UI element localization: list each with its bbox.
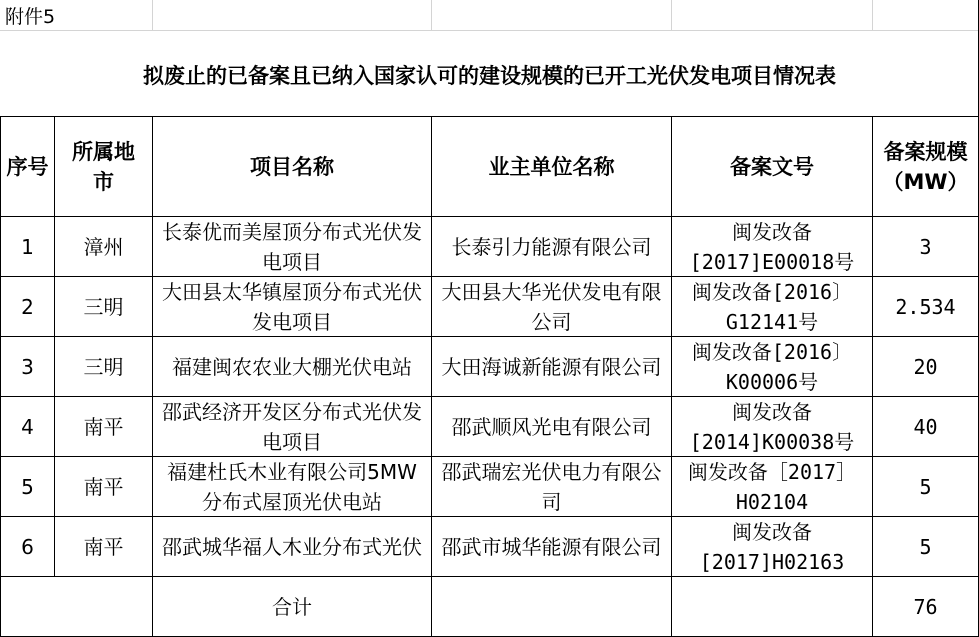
cell-city: 三明	[83, 294, 124, 319]
cell-filing: 闽发改备[2017]E00018号	[689, 219, 855, 274]
cell-seq: 1	[21, 234, 34, 259]
gridline	[152, 0, 153, 30]
header-owner: 业主单位名称	[488, 154, 615, 179]
cell-scale: 5	[919, 474, 932, 499]
cell-city: 南平	[83, 474, 124, 499]
cell-project: 邵武经济开发区分布式光伏发电项目	[162, 399, 422, 454]
header-filing: 备案文号	[730, 154, 814, 179]
cell-owner: 大田海诚新能源有限公司	[441, 354, 662, 379]
cell-owner: 大田县大华光伏发电有限公司	[441, 279, 662, 334]
cell-city: 南平	[83, 414, 124, 439]
header-seq: 序号	[6, 154, 49, 179]
cell-owner: 邵武市城华能源有限公司	[441, 534, 662, 559]
total-label: 合计	[272, 594, 312, 619]
cell-seq: 6	[21, 534, 34, 559]
cell-filing: 闽发改备[2016〕K00006号	[691, 339, 853, 394]
cell-owner: 邵武顺风光电有限公司	[451, 414, 652, 439]
cell-scale: 5	[919, 534, 932, 559]
cell-project: 福建杜氏木业有限公司5MW分布式屋顶光伏电站	[167, 459, 417, 514]
cell-filing: 闽发改备[2016〕G12141号	[691, 279, 853, 334]
cell-city: 三明	[83, 354, 124, 379]
cell-city: 南平	[83, 534, 124, 559]
cell-city: 漳州	[83, 234, 124, 259]
header-scale: 备案规模（MW）	[882, 139, 969, 194]
cell-project: 长泰优而美屋顶分布式光伏发电项目	[162, 219, 422, 274]
header-project: 项目名称	[250, 154, 334, 179]
cell-scale: 2.534	[895, 294, 956, 319]
total-scale: 76	[913, 594, 938, 619]
gridline	[872, 0, 873, 30]
gridline	[671, 0, 672, 30]
cell-owner: 长泰引力能源有限公司	[451, 234, 652, 259]
cell-scale: 3	[919, 234, 932, 259]
cell-filing: 闽发改备[2017]H02163	[699, 519, 845, 574]
cell-scale: 20	[913, 354, 938, 379]
cell-filing: 闽发改备[2014]K00038号	[689, 399, 855, 454]
cell-owner: 邵武瑞宏光伏电力有限公司	[441, 459, 662, 514]
page-title: 拟废止的已备案且已纳入国家认可的建设规模的已开工光伏发电项目情况表	[143, 64, 836, 88]
header-city: 所属地市	[72, 139, 135, 194]
cell-seq: 4	[21, 414, 34, 439]
gridline	[0, 30, 979, 31]
cell-scale: 40	[913, 414, 938, 439]
gridline	[431, 0, 432, 30]
cell-seq: 5	[21, 474, 34, 499]
cell-seq: 3	[21, 354, 34, 379]
cell-project: 邵武城华福人木业分布式光伏	[162, 534, 422, 559]
cell-filing: 闽发改备［2017］H02104	[687, 459, 857, 514]
cell-project: 大田县太华镇屋顶分布式光伏发电项目	[162, 279, 422, 334]
attachment-label: 附件5	[5, 6, 56, 28]
cell-project: 福建闽农农业大棚光伏电站	[172, 354, 412, 379]
cell-seq: 2	[21, 294, 34, 319]
